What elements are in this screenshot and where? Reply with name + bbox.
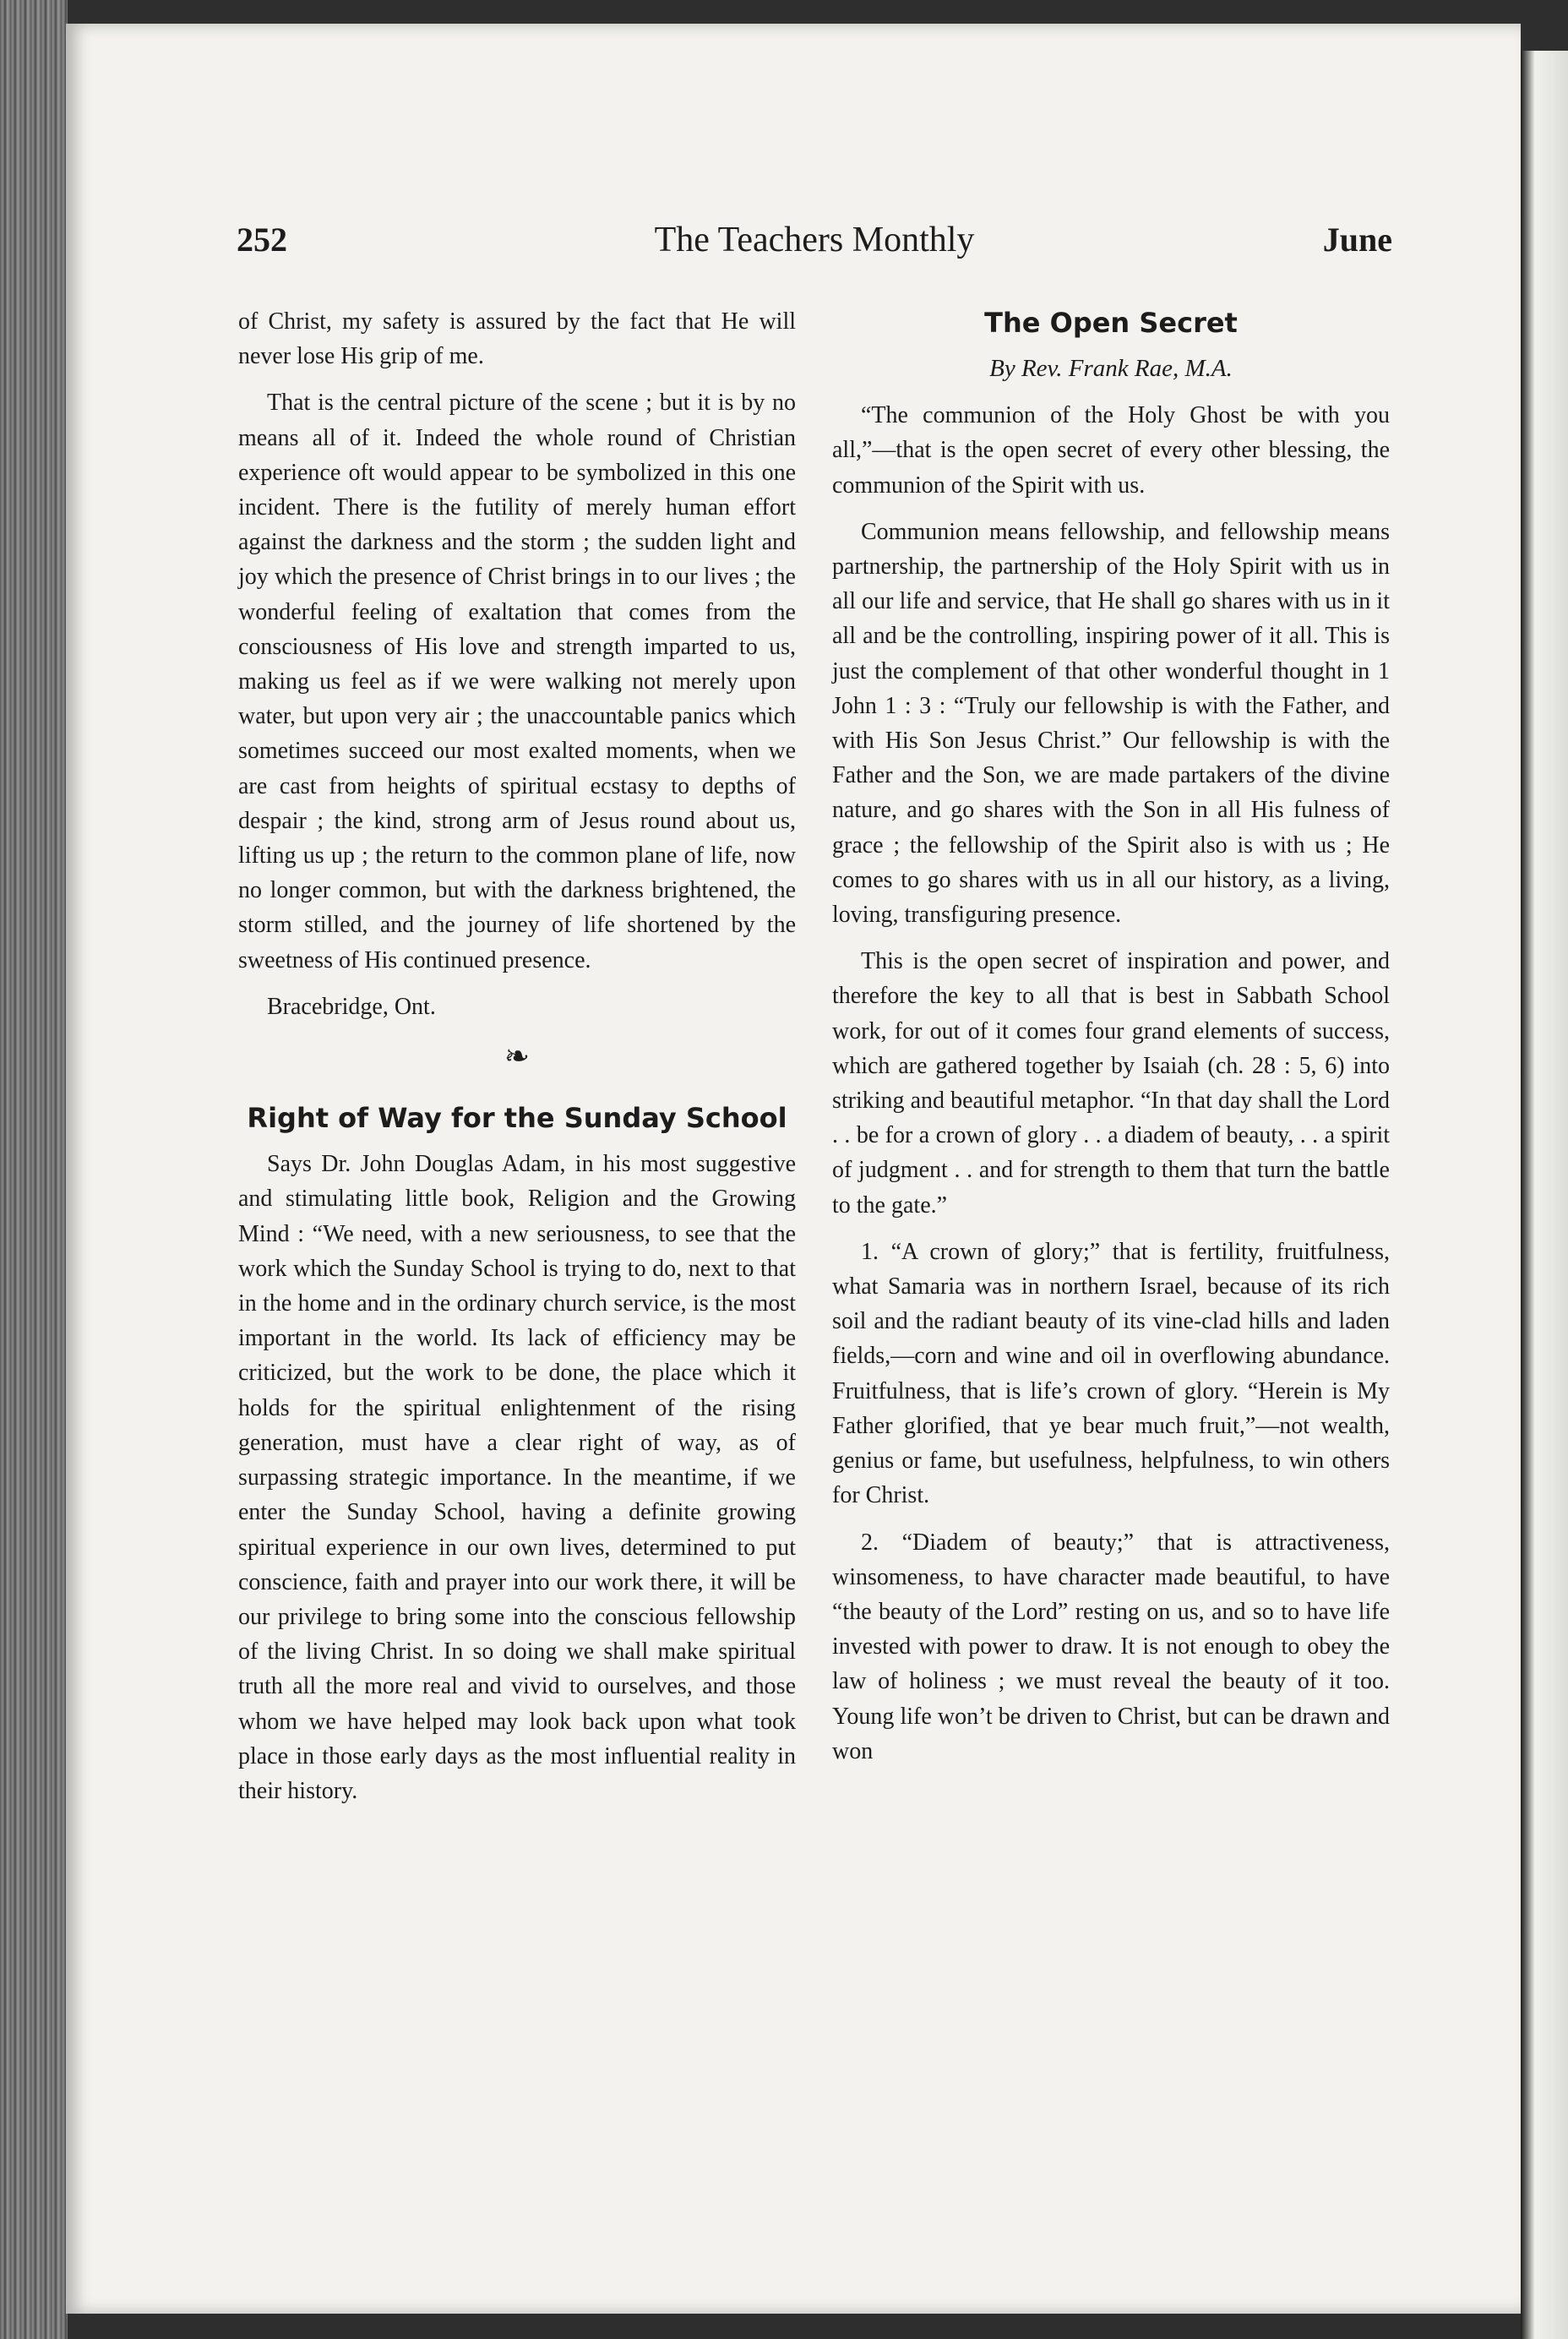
paragraph: That is the central picture of the scene ; but it is by no means all of it. Indeed the whole round of Christian experience oft would appear to be symbolized in this one incident. There is the futility of merely human effort against the darkness and the storm ; the sudden light and joy which the presence of Christ brings in to our lives ; the wonderful feeling of exaltation that comes from the consciousness of His love and strength imparted to us, making us feel as if we were walking not merely upon water, but upon very air ; the unaccountable panics which sometimes succeed our most exalted moments, when we are cast from heights of spiritual ecstasy to depths of despair ; the kind, strong arm of Jesus round about us, lifting us up ; the return to the common plane of life, now no longer common, but with the darkness brightened, the storm stilled, and the journey of life shortened by the sweetness of His continued presence. — [238, 390, 796, 973]
paragraph: This is the open secret of inspiration and power, and therefore the key to all that is best in Sabbath School work, for out of it comes four grand elements of success, which are gathered together by Isaiah (ch. 28 : 5, 6) into striking and beautiful metaphor. “In that day shall the Lord . . be for a crown of glory . . a diadem of beauty, . . a spirit of judgment . . and for strength to them that turn the battle to the gate.” — [832, 948, 1390, 1219]
paragraph: of Christ, my safety is assured by the fact that He will never lose His grip of me. — [238, 308, 796, 370]
running-header — [237, 220, 1392, 279]
issue-month: June — [1322, 221, 1392, 259]
left-column — [238, 304, 796, 1820]
paragraph: 2. “Diadem of beauty;” that is attractiveness, winsomeness, to have character made beautiful, to have “the beauty of the Lord” resting on us, and so to have life invested with power to draw. It is not enough to obey the law of holiness ; we must reveal the beauty of it too. Young life won’t be driven to Christ, but can be drawn and won — [832, 1529, 1390, 1764]
paragraph: 1. “A crown of glory;” that is fertility, fruitfulness, what Samaria was in northern Israel, because of its rich soil and the radiant beauty of its vine-clad hills and laden fields,—corn and wine and oil in overflowing abundance. Fruitfulness, that is life’s crown of glory. “Herein is My Father glorified, that ye bear much fruit,”—not wealth, genius or fame, but usefulness, helpfulness, to win others for Christ. — [832, 1238, 1390, 1509]
section-ornament: ❧ — [504, 1039, 531, 1074]
journal-title: The Teachers Monthly — [654, 221, 975, 259]
paragraph: “The communion of the Holy Ghost be with you all,”—that is the open secret of every other blessing, the communion of the Spirit with us. — [832, 402, 1390, 499]
paragraph: Communion means fellowship, and fellowship means partnership, the partnership of the Holy Spirit with us in all our life and service, that He shall go shares with us in it all and be the controlling, inspiring power of it all. This is just the complement of that other wonderful thought in 1 John 1 : 3 : “Truly our fellowship is with the Father, and with His Son Jesus Christ.” Our fellowship is with the Father and the Son, we are made partakers of the divine nature, and go shares with the Son in all His fulness of grace ; the fellowship of the Spirit also is with us ; He comes to go shares with us in all our history, as a living, loving, transfiguring presence. — [832, 518, 1390, 929]
byline: By Rev. Frank Rae, M.A. — [989, 355, 1233, 382]
author-location: Bracebridge, Ont. — [267, 993, 436, 1020]
page-number: 252 — [237, 221, 287, 259]
right-column — [832, 304, 1390, 1780]
paragraph: Says Dr. John Douglas Adam, in his most suggestive and stimulating little book, Religion and the Growing Mind : “We need, with a new seriousness, to see that the work which the Sunday School is trying to do, next to that in the home and in the ordinary church service, is the most important in the world. Its lack of efficiency may be criticized, but the work to be done, the place which it holds for the spiritual enlightenment of the rising generation, must have a clear right of way, as of surpassing strategic importance. In the meantime, if we enter the Sunday School, having a definite growing spiritual experience in our own lives, determined to put conscience, faith and prayer into our work there, it will be our privilege to bring some into the conscious fellowship of the living Christ. In so doing we shall make spiritual truth all the more real and vivid to ourselves, and those whom we have helped may look back upon what took place in those early days as the most influential reality in their history. — [238, 1151, 796, 1804]
article-title-open-secret: The Open Secret — [984, 307, 1238, 339]
article-title-sunday-school: Right of Way for the Sunday School — [247, 1102, 787, 1135]
next-page-edge — [1521, 51, 1568, 2339]
book-binding — [0, 0, 68, 2339]
